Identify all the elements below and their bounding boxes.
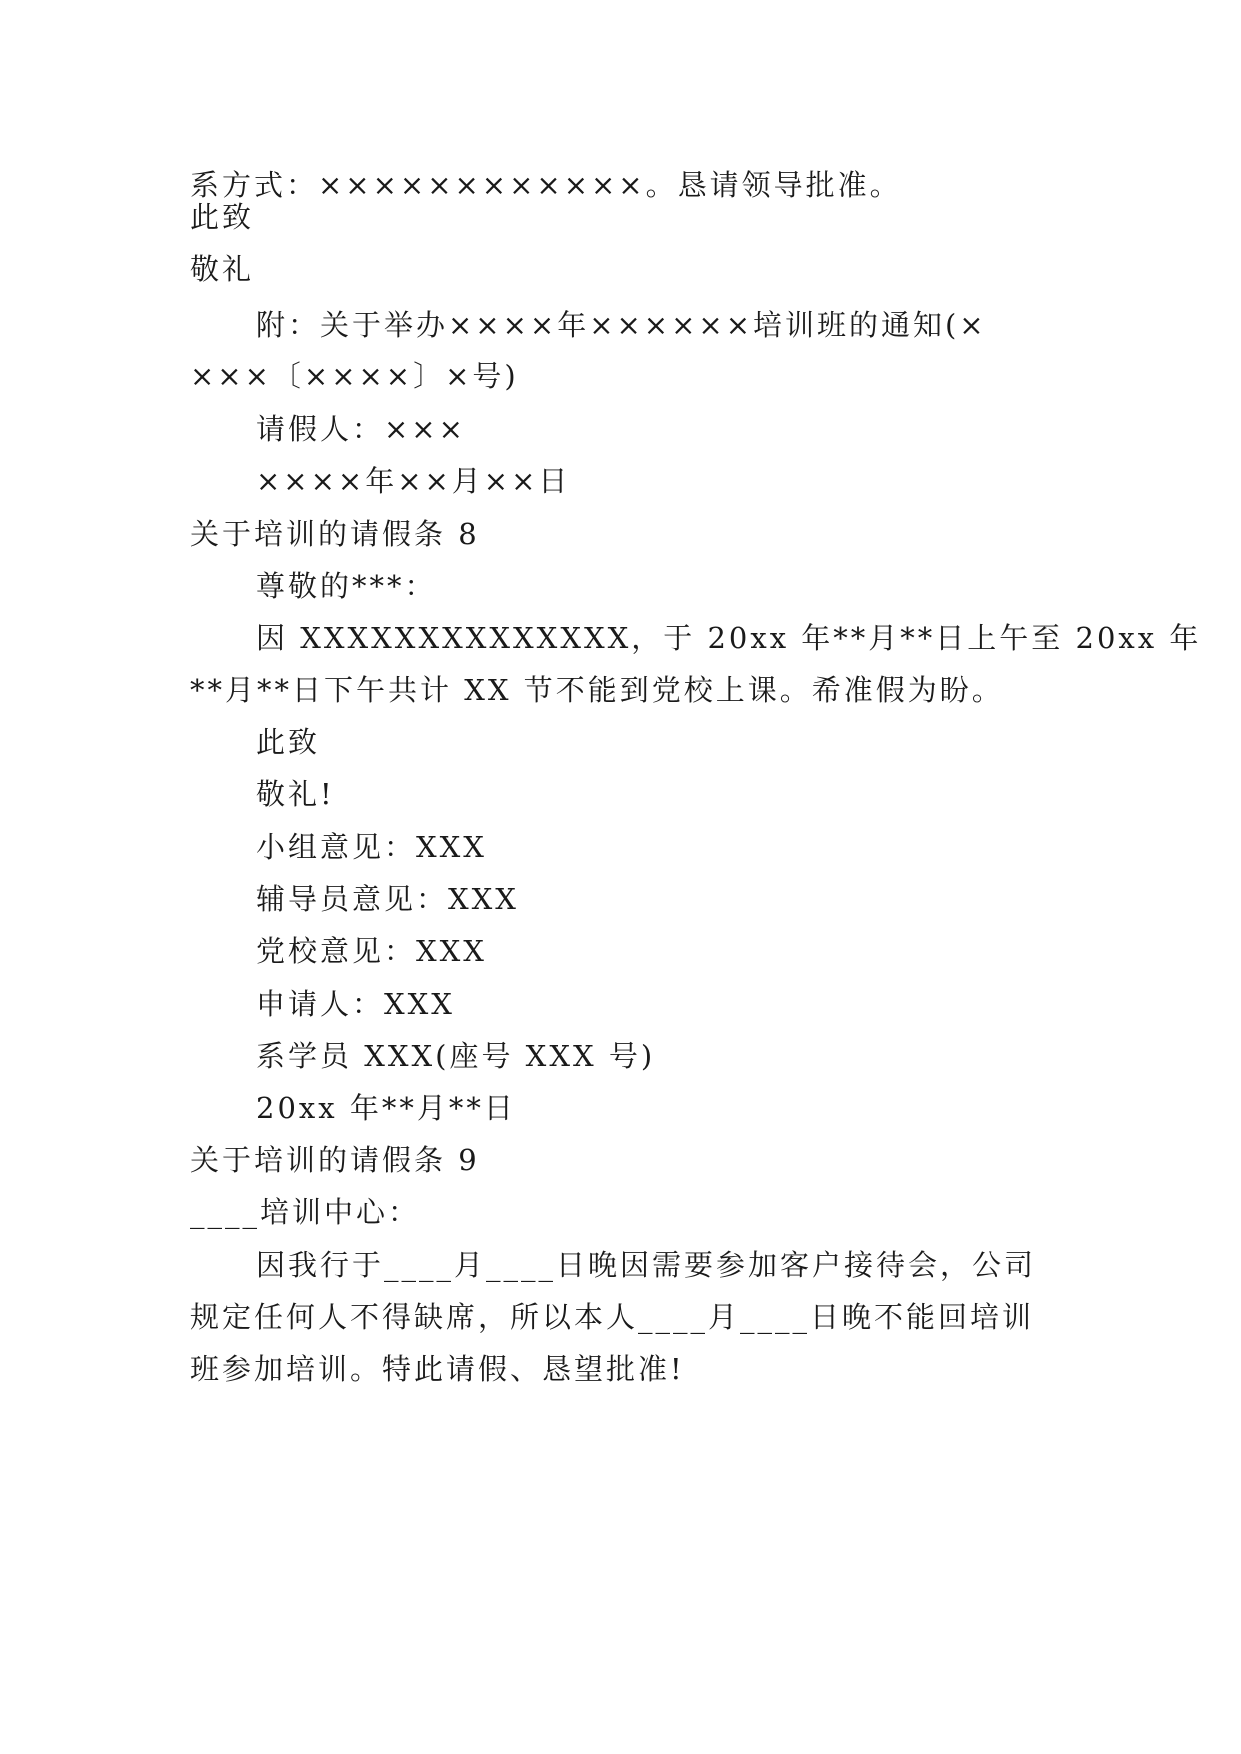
school-opinion: 党校意见：XXX [256, 934, 487, 968]
closing-regards: 敬礼! [256, 777, 335, 811]
body-paragraph-cont: 规定任何人不得缺席，所以本人____月____日晚不能回培训 [190, 1300, 1035, 1334]
date-line: ××××年××月××日 [256, 464, 571, 498]
applicant-line: 申请人：XXX [256, 987, 455, 1021]
date-line: 20xx 年**月**日 [256, 1091, 516, 1125]
body-paragraph: 因 XXXXXXXXXXXXXX，于 20xx 年**月**日上午至 20xx 年 [256, 621, 1202, 655]
body-paragraph-cont: 班参加培训。特此请假、恳望批准! [190, 1352, 685, 1386]
counselor-opinion: 辅导员意见：XXX [256, 882, 519, 916]
section-heading-8: 关于培训的请假条 8 [190, 517, 480, 551]
group-opinion: 小组意见：XXX [256, 830, 487, 864]
section-heading-9: 关于培训的请假条 9 [190, 1143, 480, 1177]
closing-salutation: 此致 [190, 200, 255, 234]
body-paragraph-cont: **月**日下午共计 XX 节不能到党校上课。希准假为盼。 [190, 673, 1004, 707]
student-info: 系学员 XXX(座号 XXX 号) [256, 1039, 656, 1073]
closing-regards: 敬礼 [190, 252, 255, 286]
greeting-line: 尊敬的***： [256, 569, 437, 603]
paragraph-line: 系方式：××××××××××××。恳请领导批准。 [190, 168, 902, 202]
applicant-line: 请假人：××× [256, 412, 466, 446]
closing-salutation: 此致 [256, 725, 321, 759]
attachment-line-cont: ×××〔××××〕×号) [190, 359, 519, 393]
addressee-line: ____培训中心： [190, 1195, 421, 1229]
attachment-line: 附：关于举办××××年××××××培训班的通知(× [256, 308, 987, 342]
body-paragraph: 因我行于____月____日晚因需要参加客户接待会，公司 [256, 1248, 1037, 1282]
